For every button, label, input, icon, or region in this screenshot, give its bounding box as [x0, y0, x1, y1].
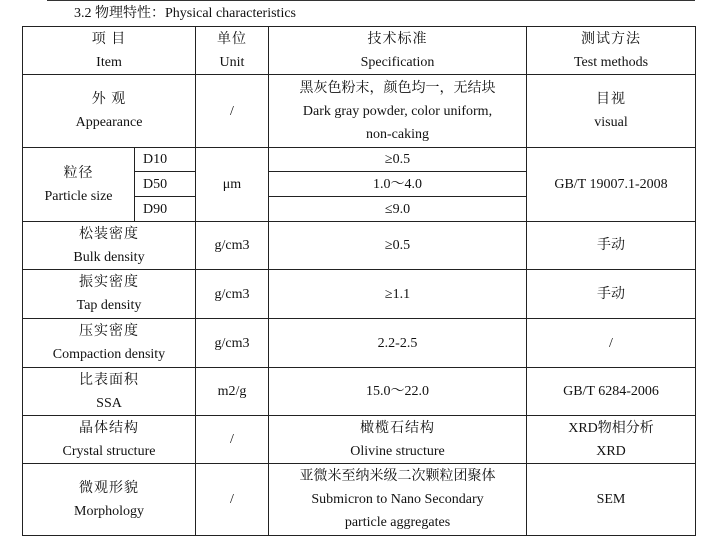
- appearance-spec: 黑灰色粉末，颜色均一，无结块 Dark gray powder, color uniform, non-caking: [269, 75, 527, 148]
- bulk-density-spec: ≥0.5: [269, 222, 527, 270]
- particle-size-unit: μm: [196, 148, 269, 222]
- table-row: [23, 75, 696, 148]
- header-test-methods: 测试方法 Test methods: [527, 27, 696, 75]
- d50-spec: 1.0～4.0: [269, 172, 527, 197]
- tap-density-spec: ≥1.1: [269, 270, 527, 319]
- particle-size-item: 粒径 Particle size: [23, 148, 135, 222]
- ssa-unit: m2/g: [196, 368, 269, 416]
- tap-density-test: 手动: [527, 270, 696, 319]
- morphology-test: SEM: [527, 464, 696, 536]
- ssa-spec: 15.0～22.0: [269, 368, 527, 416]
- crystal-structure-spec: 橄榄石结构 Olivine structure: [269, 416, 527, 464]
- table-header-row: [23, 27, 696, 75]
- appearance-unit: /: [196, 75, 269, 148]
- section-title: 3.2 物理特性：Physical characteristics: [74, 6, 297, 21]
- table-row: [23, 464, 696, 536]
- crystal-structure-test: XRD物相分析 XRD: [527, 416, 696, 464]
- crystal-structure-unit: /: [196, 416, 269, 464]
- ssa-item: 比表面积 SSA: [23, 368, 196, 416]
- bulk-density-test: 手动: [527, 222, 696, 270]
- d10-spec: ≥0.5: [269, 148, 527, 172]
- ssa-test: GB/T 6284-2006: [527, 368, 696, 416]
- table-row: [23, 319, 696, 368]
- header-unit: 单位 Unit: [196, 27, 269, 75]
- tap-density-item: 振实密度 Tap density: [23, 270, 196, 319]
- bulk-density-item: 松装密度 Bulk density: [23, 222, 196, 270]
- crystal-structure-item: 晶体结构 Crystal structure: [23, 416, 196, 464]
- header-specification: 技术标准 Specification: [269, 27, 527, 75]
- morphology-item: 微观形貌 Morphology: [23, 464, 196, 536]
- d10-label: D10: [135, 148, 196, 172]
- tap-density-unit: g/cm3: [196, 270, 269, 319]
- compaction-density-test: /: [527, 319, 696, 368]
- physical-characteristics-table: [22, 26, 696, 536]
- header-item: 项 目 Item: [23, 27, 196, 75]
- compaction-density-unit: g/cm3: [196, 319, 269, 368]
- bulk-density-unit: g/cm3: [196, 222, 269, 270]
- appearance-test: 目视 visual: [527, 75, 696, 148]
- appearance-item: 外 观 Appearance: [23, 75, 196, 148]
- particle-size-test: GB/T 19007.1-2008: [527, 148, 696, 222]
- d90-label: D90: [135, 197, 196, 222]
- table-row: [23, 222, 696, 270]
- morphology-unit: /: [196, 464, 269, 536]
- table-row: [23, 368, 696, 416]
- d50-label: D50: [135, 172, 196, 197]
- table-row: [23, 148, 696, 172]
- morphology-spec: 亚微米至纳米级二次颗粒团聚体 Submicron to Nano Secondary particle aggregates: [269, 464, 527, 536]
- table-row: [23, 416, 696, 464]
- table-row: [23, 270, 696, 319]
- compaction-density-item: 压实密度 Compaction density: [23, 319, 196, 368]
- d90-spec: ≤9.0: [269, 197, 527, 222]
- top-rule: [47, 0, 695, 1]
- compaction-density-spec: 2.2-2.5: [269, 319, 527, 368]
